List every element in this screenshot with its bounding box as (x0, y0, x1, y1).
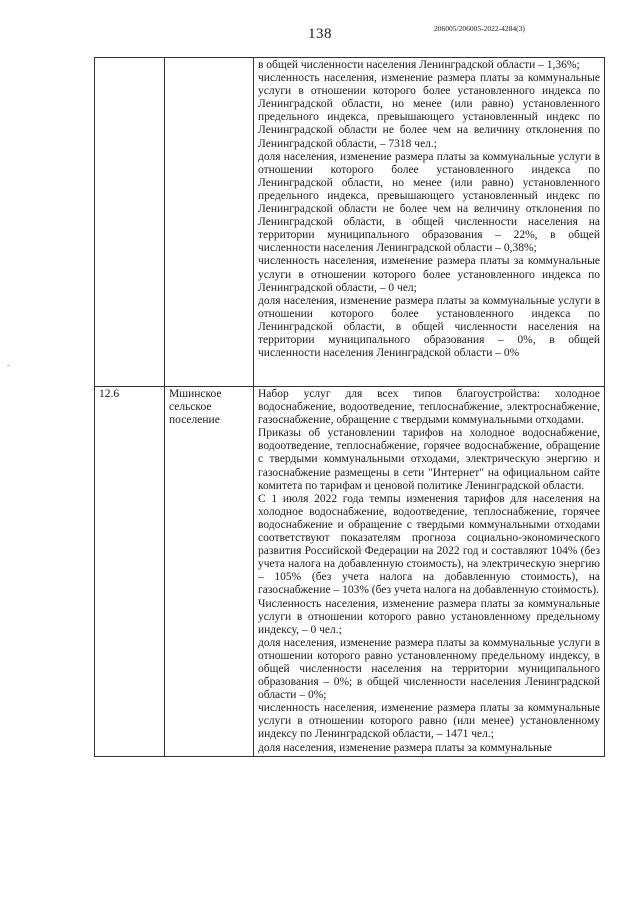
paragraph: Численность населения, изменение размера платы за коммунальные услуги в отношении которого равно установленному предельному индексу, – 0 чел.; (258, 597, 600, 636)
paragraph: Приказы об установлении тарифов на холодное водоснабжение, водоотведение, теплоснабжение, горячее водоснабжение, обращение с твердыми коммунальными отходами, электрическую энергию и газоснабжение размещены в сети "Интернет" на официальном сайте комитета по тарифам и ценовой политике Ленинградской области. (258, 427, 600, 492)
page-number: 138 (308, 26, 332, 42)
paragraph: Набор услуг для всех типов благоустройства: холодное водоснабжение, водоотведение, теплоснабжение, электроснабжение, газоснабжение, обращение с твердыми коммунальными отходами. (258, 388, 600, 427)
row-number (95, 58, 165, 387)
row-description (254, 387, 605, 757)
paragraph: в общей численности населения Ленинградской области – 1,36%; (258, 59, 580, 71)
settlement-name (165, 58, 254, 387)
paragraph: численность населения, изменение размера платы за коммунальные услуги в отношении которого более установленного индекса по Ленинградской области, но менее (или равно) установленного предельного индекса, превышающего установленный индекс по Ленинградской области не более чем на величину отклонения по Ленинградской области, – 7318 чел.; (258, 72, 600, 150)
content-table (94, 57, 605, 757)
paragraph: доля населения, изменение размера платы за коммунальные услуги в отношении которого равно установленному предельному индексу, в общей численности населения на территории муниципального образования – 0%; в общей численности населения Ленинградской области – 0%; (258, 636, 600, 702)
row-number: 12.6 (95, 387, 165, 757)
paragraph: доля населения, изменение размера платы за коммунальные услуги в отношении которого более установленного индекса по Ленинградской области, но менее (или равно) установленного предельного индекса, превышающего установленный индекс по Ленинградской области не более чем на величину отклонения по Ленинградской области, в общей численности населения на территории муниципального образования – 22%, в общей численности населения Ленинградской области – 0,38%; (258, 150, 600, 255)
paragraph: численность населения, изменение размера платы за коммунальные услуги в отношении которого более установленного индекса по Ленинградской области, – 0 чел; (258, 255, 600, 294)
paragraph: численность населения, изменение размера платы за коммунальные услуги в отношении которого равно (или менее) установленному индексу по Ленинградской области, – 1471 чел.; (258, 702, 600, 741)
document-code: 206005/206005-2022-4284(3) (434, 24, 525, 33)
paragraph: доля населения, изменение размера платы за коммунальные услуги в отношении которого более установленного индекса по Ленинградской области, в общей численности населения на территории муниципального образования – 0%, в общей численности населения Ленинградской области – 0% (258, 294, 600, 360)
margin-mark: - (7, 360, 10, 370)
table-row (95, 58, 605, 387)
settlement-name: Мшинское сельское поселение (165, 387, 254, 757)
table-row (95, 387, 605, 757)
paragraph: С 1 июля 2022 года темпы изменения тарифов для населения на холодное водоснабжение, водоотведение, теплоснабжение, горячее водоснабжение и обращение с твердыми коммунальными отходами соответствуют показателям прогноза социально-экономического развития Российской Федерации на 2022 год и составляют 104% (без учета налога на добавленную стоимость), на электрическую энергию – 105% (без учета налога на добавленную стоимость), на газоснабжение – 103% (без учета налога на добавленную стоимость). (258, 492, 600, 597)
row-description (254, 58, 605, 387)
paragraph: доля населения, изменение размера платы за коммунальные (258, 741, 552, 754)
